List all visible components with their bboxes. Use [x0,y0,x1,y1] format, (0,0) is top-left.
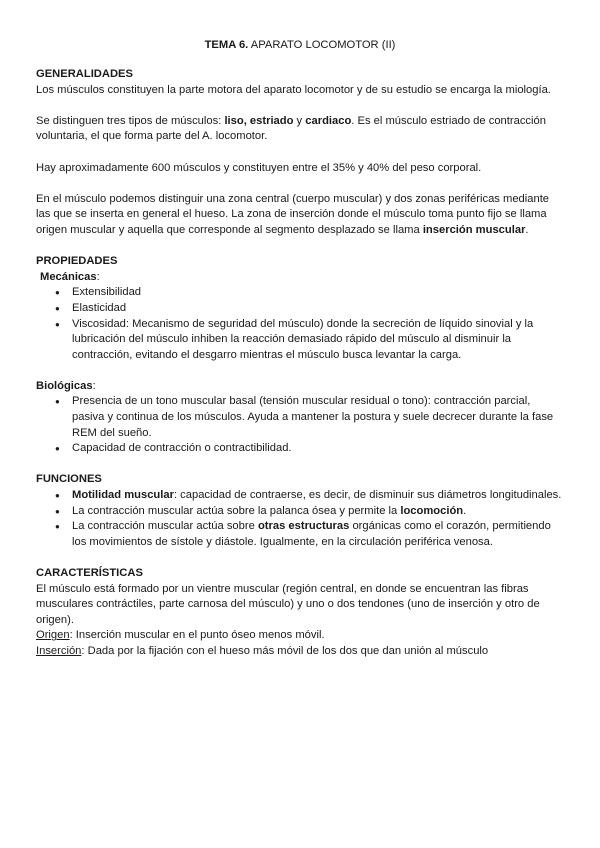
list-item: ● Viscosidad: Mecanismo de seguridad del músculo) donde la secreción de líquido sinovial y la lubricación del músculo inhiben la reacción demasiado rápido del músculo al disminuir la contracción, evitando el desgarro mientras el músculo busca levantar la carga. [72,317,564,364]
title-bold: TEMA 6. [204,39,249,51]
document-title [0,38,600,54]
title-rest: APARATO LOCOMOTOR (II) [248,39,396,51]
list-item: ● Motilidad muscular: capacidad de contraerse, es decir, de disminuir sus diámetros longitudinales. [72,488,564,504]
section-heading-propiedades: PROPIEDADES [36,255,118,268]
section-heading-caracteristicas: CARACTERÍSTICAS [36,567,143,579]
generalidades-paragraph-4: En el músculo podemos distinguir una zona central (cuerpo muscular) y dos zonas periféricas mediante las que se inserta en general el hueso. La zona de inserción donde el músculo toma punto fijo se llama origen muscular y aquella que corresponde al segmento desplazado se llama inserción muscular. [36,192,550,236]
subheading-biologicas: Biológicas: [36,379,96,392]
list-item: ● La contracción muscular actúa sobre otras estructuras orgánicas como el corazón, permitiendo los movimientos de sístole y diástole. Igualmente, en la circulación periférica venosa. [72,519,564,550]
document-body [36,67,564,660]
list-biologicas [36,394,564,456]
generalidades-paragraph-2: Se distinguen tres tipos de músculos: liso, estriado y cardiaco. Es el músculo estriado de contracción voluntaria, el que forma parte del A. locomotor. [36,114,546,143]
section-heading-generalidades: GENERALIDADES [36,68,133,80]
caracteristicas-paragraph: El músculo está formado por un vientre muscular (región central, en donde se encuentran las fibras musculares contráctiles, parte carnosa del músculo) y uno o dos tendones (uno de inserción y otro de origen). [36,582,540,626]
insercion-line: Inserción: Dada por la fijación con el hueso más móvil de los dos que dan unión al músculo [36,644,489,657]
list-mecanicas [36,285,564,363]
list-funciones [36,488,564,550]
list-item: ● Presencia de un tono muscular basal (tensión muscular residual o tono): contracción parcial, pasiva y continua de los músculos. Ayuda a mantener la postura y suele decrecer durante la fase REM del sueño. [72,394,564,441]
origen-line: Origen: Inserción muscular en el punto óseo menos móvil. [36,629,325,642]
generalidades-paragraph-3: Hay aproximadamente 600 músculos y constituyen entre el 35% y 40% del peso corporal. [36,161,482,174]
subheading-mecanicas: Mecánicas: [40,270,100,283]
section-heading-funciones: FUNCIONES [36,473,102,486]
list-item: ● Extensibilidad [72,285,564,301]
list-item: ● La contracción muscular actúa sobre la palanca ósea y permite la locomoción. [72,504,564,520]
generalidades-paragraph-1: Los músculos constituyen la parte motora del aparato locomotor y de su estudio se encarga la miología. [36,83,551,96]
list-item: ● Capacidad de contracción o contractibilidad. [72,441,564,457]
list-item: ● Elasticidad [72,301,564,317]
